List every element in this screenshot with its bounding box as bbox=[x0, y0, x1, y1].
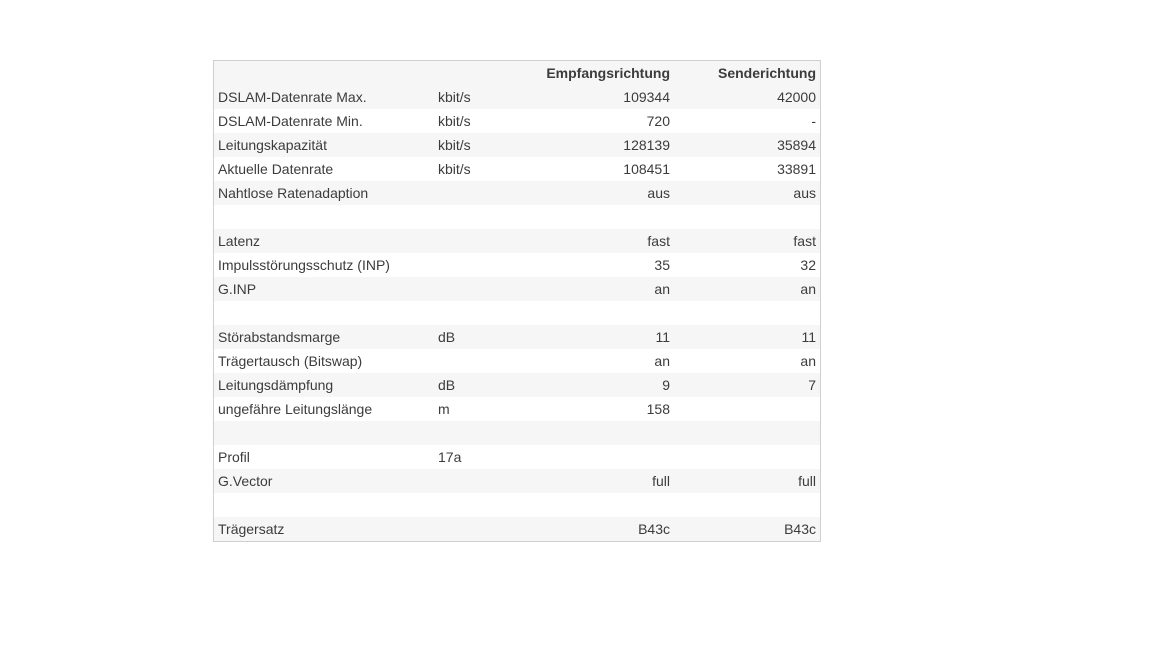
row-label: Latenz bbox=[218, 233, 261, 249]
row-unit bbox=[434, 277, 514, 301]
table-body bbox=[214, 85, 820, 541]
header-upstream: Senderichtung bbox=[717, 65, 816, 81]
row-upstream-value: 7 bbox=[808, 377, 816, 393]
row-unit bbox=[434, 421, 514, 445]
table-row bbox=[214, 445, 820, 469]
row-label: Leitungsdämpfung bbox=[218, 377, 334, 393]
row-unit: kbit/s bbox=[438, 137, 471, 153]
row-unit bbox=[434, 493, 514, 517]
table-spacer-row bbox=[214, 205, 820, 229]
row-label: G.INP bbox=[218, 281, 257, 297]
table-spacer-row bbox=[214, 421, 820, 445]
row-downstream-value bbox=[514, 421, 674, 445]
table-spacer-row bbox=[214, 493, 820, 517]
row-label: DSLAM-Datenrate Min. bbox=[218, 113, 363, 129]
row-downstream-value: fast bbox=[647, 233, 670, 249]
row-unit bbox=[434, 253, 514, 277]
row-upstream-value: B43c bbox=[784, 521, 816, 537]
row-label bbox=[214, 493, 434, 517]
row-downstream-value: 720 bbox=[646, 113, 670, 129]
row-unit: 17a bbox=[438, 449, 462, 465]
row-label: DSLAM-Datenrate Max. bbox=[218, 89, 367, 105]
row-downstream-value: 11 bbox=[655, 329, 670, 345]
row-unit: kbit/s bbox=[438, 113, 471, 129]
table-row bbox=[214, 157, 820, 181]
row-label: Leitungskapazität bbox=[218, 137, 327, 153]
row-unit bbox=[434, 349, 514, 373]
row-downstream-value: an bbox=[654, 281, 670, 297]
row-upstream-value: 11 bbox=[801, 329, 816, 345]
row-label: G.Vector bbox=[218, 473, 273, 489]
row-downstream-value: 158 bbox=[646, 401, 670, 417]
row-upstream-value: an bbox=[800, 353, 816, 369]
row-upstream-value: an bbox=[800, 281, 816, 297]
row-upstream-value: fast bbox=[793, 233, 816, 249]
row-downstream-value: 128139 bbox=[623, 137, 670, 153]
table-row bbox=[214, 397, 820, 421]
table-row bbox=[214, 373, 820, 397]
header-label bbox=[214, 61, 434, 85]
row-unit: kbit/s bbox=[438, 161, 471, 177]
row-upstream-value bbox=[674, 445, 820, 469]
row-label: Aktuelle Datenrate bbox=[218, 161, 334, 177]
table-row bbox=[214, 253, 820, 277]
row-downstream-value bbox=[514, 301, 674, 325]
row-label bbox=[214, 421, 434, 445]
table-header-row bbox=[214, 61, 820, 85]
table-row bbox=[214, 517, 820, 541]
dsl-info-table bbox=[214, 61, 820, 541]
row-downstream-value: B43c bbox=[638, 521, 670, 537]
row-unit: m bbox=[438, 401, 450, 417]
row-unit bbox=[434, 205, 514, 229]
row-upstream-value bbox=[674, 493, 820, 517]
row-downstream-value: an bbox=[654, 353, 670, 369]
header-unit bbox=[434, 61, 514, 85]
row-upstream-value: 32 bbox=[800, 257, 816, 273]
row-downstream-value bbox=[514, 445, 674, 469]
table-row bbox=[214, 85, 820, 109]
row-upstream-value bbox=[674, 397, 820, 421]
row-unit bbox=[434, 229, 514, 253]
row-unit bbox=[434, 301, 514, 325]
row-label bbox=[214, 205, 434, 229]
row-upstream-value bbox=[674, 205, 820, 229]
row-unit bbox=[434, 181, 514, 205]
row-upstream-value bbox=[674, 301, 820, 325]
row-downstream-value bbox=[514, 205, 674, 229]
row-unit: dB bbox=[438, 329, 456, 345]
row-downstream-value: 9 bbox=[662, 377, 670, 393]
row-downstream-value: 109344 bbox=[623, 89, 670, 105]
table-row bbox=[214, 325, 820, 349]
row-label: ungefähre Leitungslänge bbox=[218, 401, 373, 417]
table-row bbox=[214, 181, 820, 205]
row-downstream-value: 35 bbox=[654, 257, 670, 273]
row-unit: dB bbox=[438, 377, 456, 393]
row-label: Nahtlose Ratenadaption bbox=[218, 185, 369, 201]
row-label: Störabstandsmarge bbox=[218, 329, 341, 345]
row-upstream-value: 33891 bbox=[777, 161, 816, 177]
row-unit: kbit/s bbox=[438, 89, 471, 105]
row-upstream-value: 35894 bbox=[777, 137, 816, 153]
table-row bbox=[214, 349, 820, 373]
row-label bbox=[214, 301, 434, 325]
table-row bbox=[214, 109, 820, 133]
table-row bbox=[214, 229, 820, 253]
row-upstream-value: full bbox=[798, 473, 816, 489]
table-row bbox=[214, 133, 820, 157]
table-row bbox=[214, 469, 820, 493]
row-upstream-value: - bbox=[811, 113, 816, 129]
row-upstream-value: 42000 bbox=[777, 89, 816, 105]
row-label: Trägertausch (Bitswap) bbox=[218, 353, 363, 369]
row-downstream-value: full bbox=[652, 473, 670, 489]
row-label: Trägersatz bbox=[218, 521, 285, 537]
row-downstream-value: 108451 bbox=[623, 161, 670, 177]
row-downstream-value bbox=[514, 493, 674, 517]
dsl-info-table-container bbox=[213, 60, 821, 542]
row-label: Impulsstörungsschutz (INP) bbox=[218, 257, 390, 273]
table-row bbox=[214, 277, 820, 301]
table-spacer-row bbox=[214, 301, 820, 325]
header-downstream: Empfangsrichtung bbox=[546, 65, 670, 81]
row-upstream-value: aus bbox=[793, 185, 816, 201]
row-unit bbox=[434, 469, 514, 493]
row-label: Profil bbox=[218, 449, 250, 465]
row-downstream-value: aus bbox=[647, 185, 670, 201]
row-upstream-value bbox=[674, 421, 820, 445]
row-unit bbox=[434, 517, 514, 541]
